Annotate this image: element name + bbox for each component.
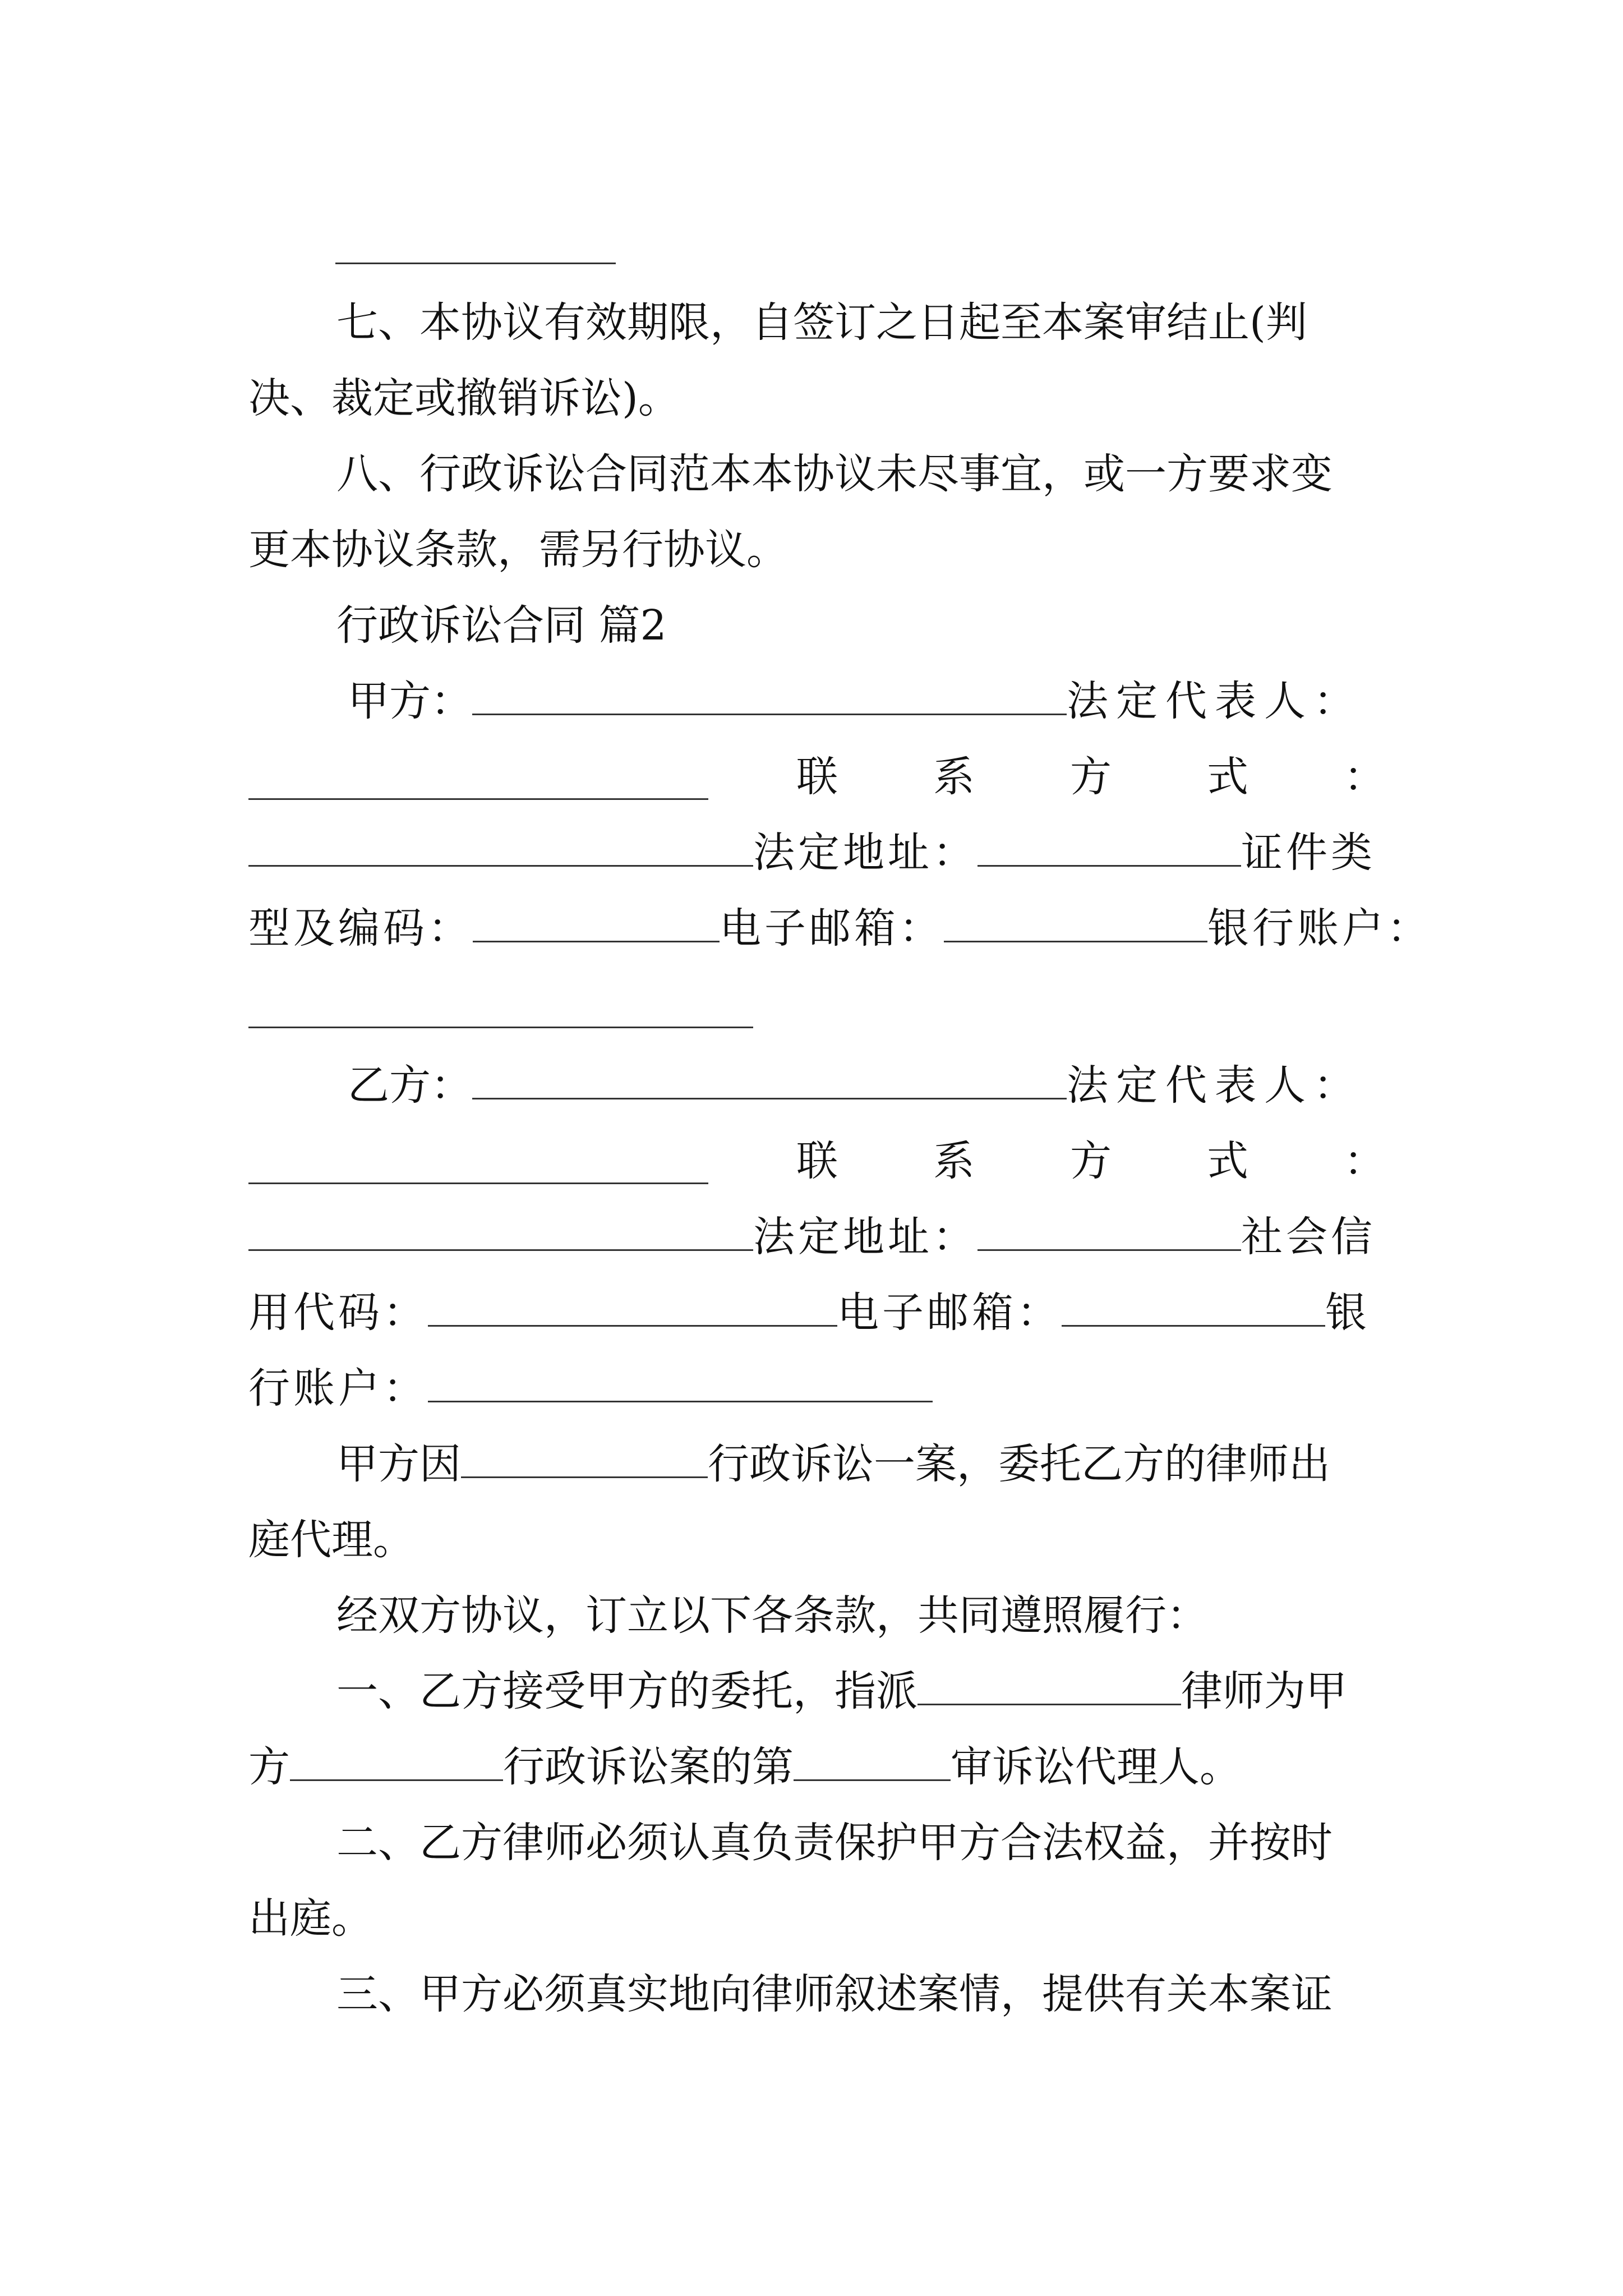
- case-name-blank: [461, 1442, 708, 1478]
- party-b-line-5: [248, 1360, 1393, 1416]
- party-a-address-blank: [978, 830, 1241, 867]
- case-line-2: 庭代理。: [248, 1516, 414, 1564]
- party-b-bank-label-a: 银: [1325, 1289, 1367, 1337]
- party-b-legal-rep-label: 法定代表人：: [1067, 1061, 1363, 1110]
- clause-7-line-2: 决、裁定或撤销诉讼)。: [248, 374, 680, 422]
- clause-8-line-1: 八、行政诉讼合同范本本协议未尽事宜，或一方要求变: [336, 450, 1332, 498]
- party-b-bank-blank: [428, 1366, 933, 1402]
- party-b-email-blank: [1062, 1290, 1325, 1327]
- party-b-contact-label: 联 系 方 式 ：: [796, 1137, 1385, 1185]
- party-b-line-4: [248, 1285, 1393, 1341]
- party-a-email-label: 电子邮箱：: [720, 904, 944, 953]
- party-a-legal-rep-label: 法定代表人：: [1067, 677, 1363, 725]
- clause-1-line-2: 方 行政诉讼案的第 审诉讼代理人。: [248, 1743, 1241, 1791]
- party-b-legal-rep-blank: [248, 1182, 708, 1184]
- clause-3-line-1: 三、甲方必须真实地向律师叙述案情，提供有关本案证: [336, 1970, 1332, 2018]
- party-a-name-blank: [472, 679, 1067, 715]
- party-a-contact-blank: [248, 830, 753, 867]
- party-a-id-type-label: 证件类: [1241, 829, 1376, 877]
- party-b-line-1: [348, 1057, 1402, 1114]
- party-b-credit-blank: [428, 1290, 837, 1327]
- party-a-bank-blank: [248, 1027, 753, 1028]
- party-b-legal-address-label: 法定地址：: [753, 1213, 978, 1261]
- instance-blank: [794, 1745, 951, 1781]
- party-a-line-3: [248, 825, 1393, 881]
- lawyer-name-blank: [917, 1669, 1181, 1705]
- party-a-bank-label: 银行账户：: [1207, 904, 1432, 953]
- clause-8-line-2: 更本协议条款，需另行协议。: [248, 526, 788, 574]
- party-b-label: 乙方：: [348, 1061, 472, 1110]
- party-a-email-blank: [944, 906, 1207, 942]
- party-a-id-code-label: 型及编码：: [248, 904, 473, 953]
- clause-1-line-1: 一、乙方接受甲方的委托，指派 律师为甲: [336, 1667, 1347, 1715]
- party-b-contact-blank: [248, 1214, 753, 1251]
- party-b-bank-label-b: 行账户：: [248, 1364, 428, 1412]
- party-b-email-label: 电子邮箱：: [837, 1289, 1062, 1337]
- top-blank-line: [335, 263, 616, 264]
- party-b-address-blank: [978, 1214, 1241, 1251]
- party-a-contact-label: 联 系 方 式 ：: [796, 753, 1385, 801]
- party-b-name-blank: [472, 1063, 1067, 1099]
- clause-2-line-1: 二、乙方律师必须认真负责保护甲方合法权益，并按时: [336, 1819, 1332, 1867]
- party-a-line-4: [248, 900, 1432, 956]
- case-party-blank: [290, 1745, 503, 1781]
- agreement-line: 经双方协议，订立以下各条款，共同遵照履行：: [336, 1591, 1208, 1640]
- party-a-legal-address-label: 法定地址：: [753, 829, 978, 877]
- party-b-credit-code-label: 用代码：: [248, 1289, 428, 1337]
- party-a-id-blank: [473, 906, 720, 942]
- clause-2-line-2: 出庭。: [248, 1894, 373, 1943]
- case-line-1: 甲方因 行政诉讼一案，委托乙方的律师出: [336, 1440, 1330, 1488]
- section-title: 行政诉讼合同 篇2: [336, 601, 667, 650]
- party-b-line-3: [248, 1209, 1393, 1265]
- party-a-line-1: [348, 673, 1402, 729]
- clause-7-line-1: 七、本协议有效期限，自签订之日起至本案审结止(判: [336, 298, 1307, 347]
- party-a-legal-rep-blank: [248, 798, 708, 800]
- party-b-credit-label: 社会信: [1241, 1213, 1376, 1261]
- party-a-label: 甲方：: [348, 677, 472, 725]
